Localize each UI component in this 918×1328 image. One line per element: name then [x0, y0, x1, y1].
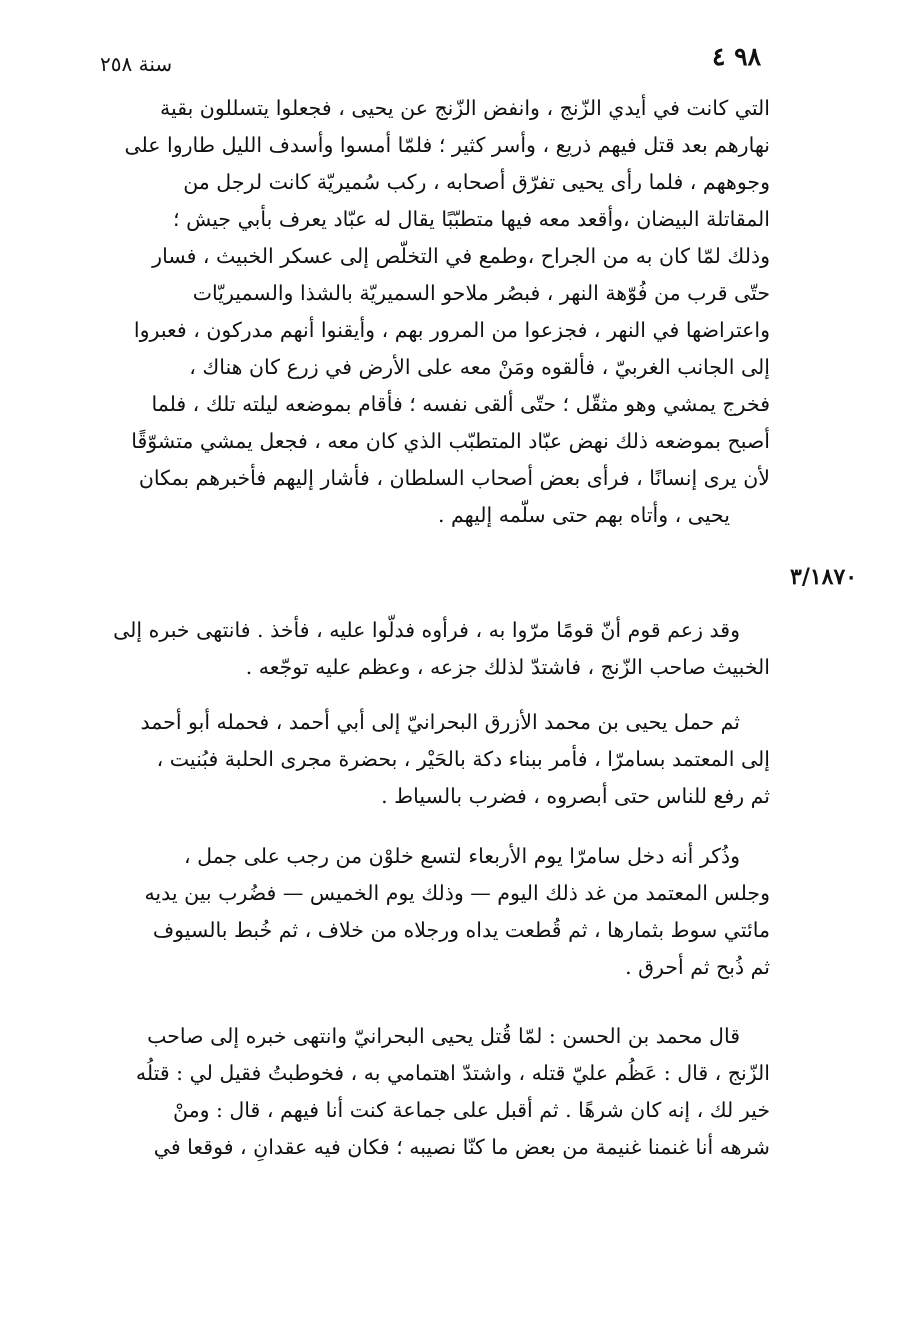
- text-line: ثم حمل يحيى بن محمد الأزرق البحرانيّ إلى أبي أحمد ، فحمله أبو أحمد: [140, 710, 740, 734]
- text-line: لأن يرى إنسانًا ، فرأى بعض أصحاب السلطان ، فأشار إليهم فأخبرهم بمكان: [138, 466, 770, 490]
- text-line: مائتي سوط بثمارها ، ثم قُطعت يداه ورجلاه من خلاف ، ثم خُبط بالسيوف: [152, 918, 770, 942]
- paragraph-1: [100, 90, 770, 534]
- margin-reference-number: ٣/١٨٧٠: [790, 564, 858, 590]
- paragraph-3: [100, 704, 770, 815]
- text-line: وذلك لمّا كان به من الجراح ،وطمع في التخلّص إلى عسكر الخبيث ، فسار: [152, 244, 770, 268]
- text-line: إلى المعتمد بسامرّا ، فأمر ببناء دكة بالحَيْر ، بحضرة مجرى الحلبة فبُنيت ،: [156, 747, 770, 771]
- paragraph-2: [100, 612, 770, 686]
- paragraph-4: [100, 838, 770, 986]
- text-line: وجلس المعتمد من غد ذلك اليوم — وذلك يوم الخميس — فضُرب بين يديه: [144, 881, 770, 905]
- text-line: ثم ذُبح ثم أحرق .: [625, 955, 770, 979]
- text-line: قال محمد بن الحسن : لمّا قُتل يحيى البحرانيّ وانتهى خبره إلى صاحب: [147, 1024, 740, 1048]
- text-line: الزّنج ، قال : عَظُم عليّ قتله ، واشتدّ اهتمامي به ، فخوطبتُ فقيل لي : قتلُه: [135, 1061, 770, 1085]
- text-line: نهارهم بعد قتل فيهم ذريع ، وأسر كثير ؛ فلمّا أمسوا وأسدف الليل طاروا على: [124, 133, 770, 157]
- text-line: وقد زعم قوم أنّ قومًا مرّوا به ، فرأوه فدلّوا عليه ، فأخذ . فانتهى خبره إلى: [113, 618, 740, 642]
- text-line: المقاتلة البيضان ،وأقعد معه فيها متطبّبًا يقال له عبّاد يعرف بأبي جيش ؛: [173, 207, 770, 231]
- text-line: واعتراضها في النهر ، فجزعوا من المرور بهم ، وأيقنوا أنهم مدركون ، فعبروا: [133, 318, 770, 342]
- text-line: ثم رفع للناس حتى أبصروه ، فضرب بالسياط .: [381, 784, 770, 808]
- text-line: فخرج يمشي وهو مثقّل ؛ حتّى ألقى نفسه ؛ فأقام بموضعه ليلته تلك ، فلما: [151, 392, 770, 416]
- text-line: أصبح بموضعه ذلك نهض عبّاد المتطبّب الذي كان معه ، فجعل يمشي متشوّقًا: [131, 429, 770, 453]
- text-line: خير لك ، إنه كان شرهًا . ثم أقبل على جماعة كنت أنا فيهم ، قال : ومنْ: [172, 1098, 770, 1122]
- paragraph-5: [100, 1018, 770, 1166]
- text-line: وذُكر أنه دخل سامرّا يوم الأربعاء لتسع خلوْن من رجب على جمل ،: [184, 844, 740, 868]
- text-line: شرهه أنا غنمنا غنيمة من بعض ما كنّا نصيبه ؛ فكان فيه عقدانِ ، فوقعا في: [153, 1135, 770, 1159]
- text-line: التي كانت في أيدي الزّنج ، وانفض الزّنج عن يحيى ، فجعلوا يتسللون بقية: [160, 96, 770, 120]
- text-line: الخبيث صاحب الزّنج ، فاشتدّ لذلك جزعه ، وعظم عليه توجّعه .: [245, 655, 770, 679]
- text-line: يحيى ، وأتاه بهم حتى سلّمه إليهم .: [437, 503, 730, 527]
- text-line: إلى الجانب الغربيّ ، فألقوه ومَنْ معه على الأرض في زرع كان هناك ،: [189, 355, 770, 379]
- running-header-year: سنة ٢٥٨: [100, 52, 173, 76]
- text-line: حتّى قرب من فُوّهة النهر ، فبصُر ملاحو السميريّة بالشذا والسميريّات: [192, 281, 770, 305]
- text-line: وجوههم ، فلما رأى يحيى تفرّق أصحابه ، ركب سُميريّة كانت لرجل من: [183, 170, 770, 194]
- page-number: ٩٨ ٤: [712, 42, 762, 71]
